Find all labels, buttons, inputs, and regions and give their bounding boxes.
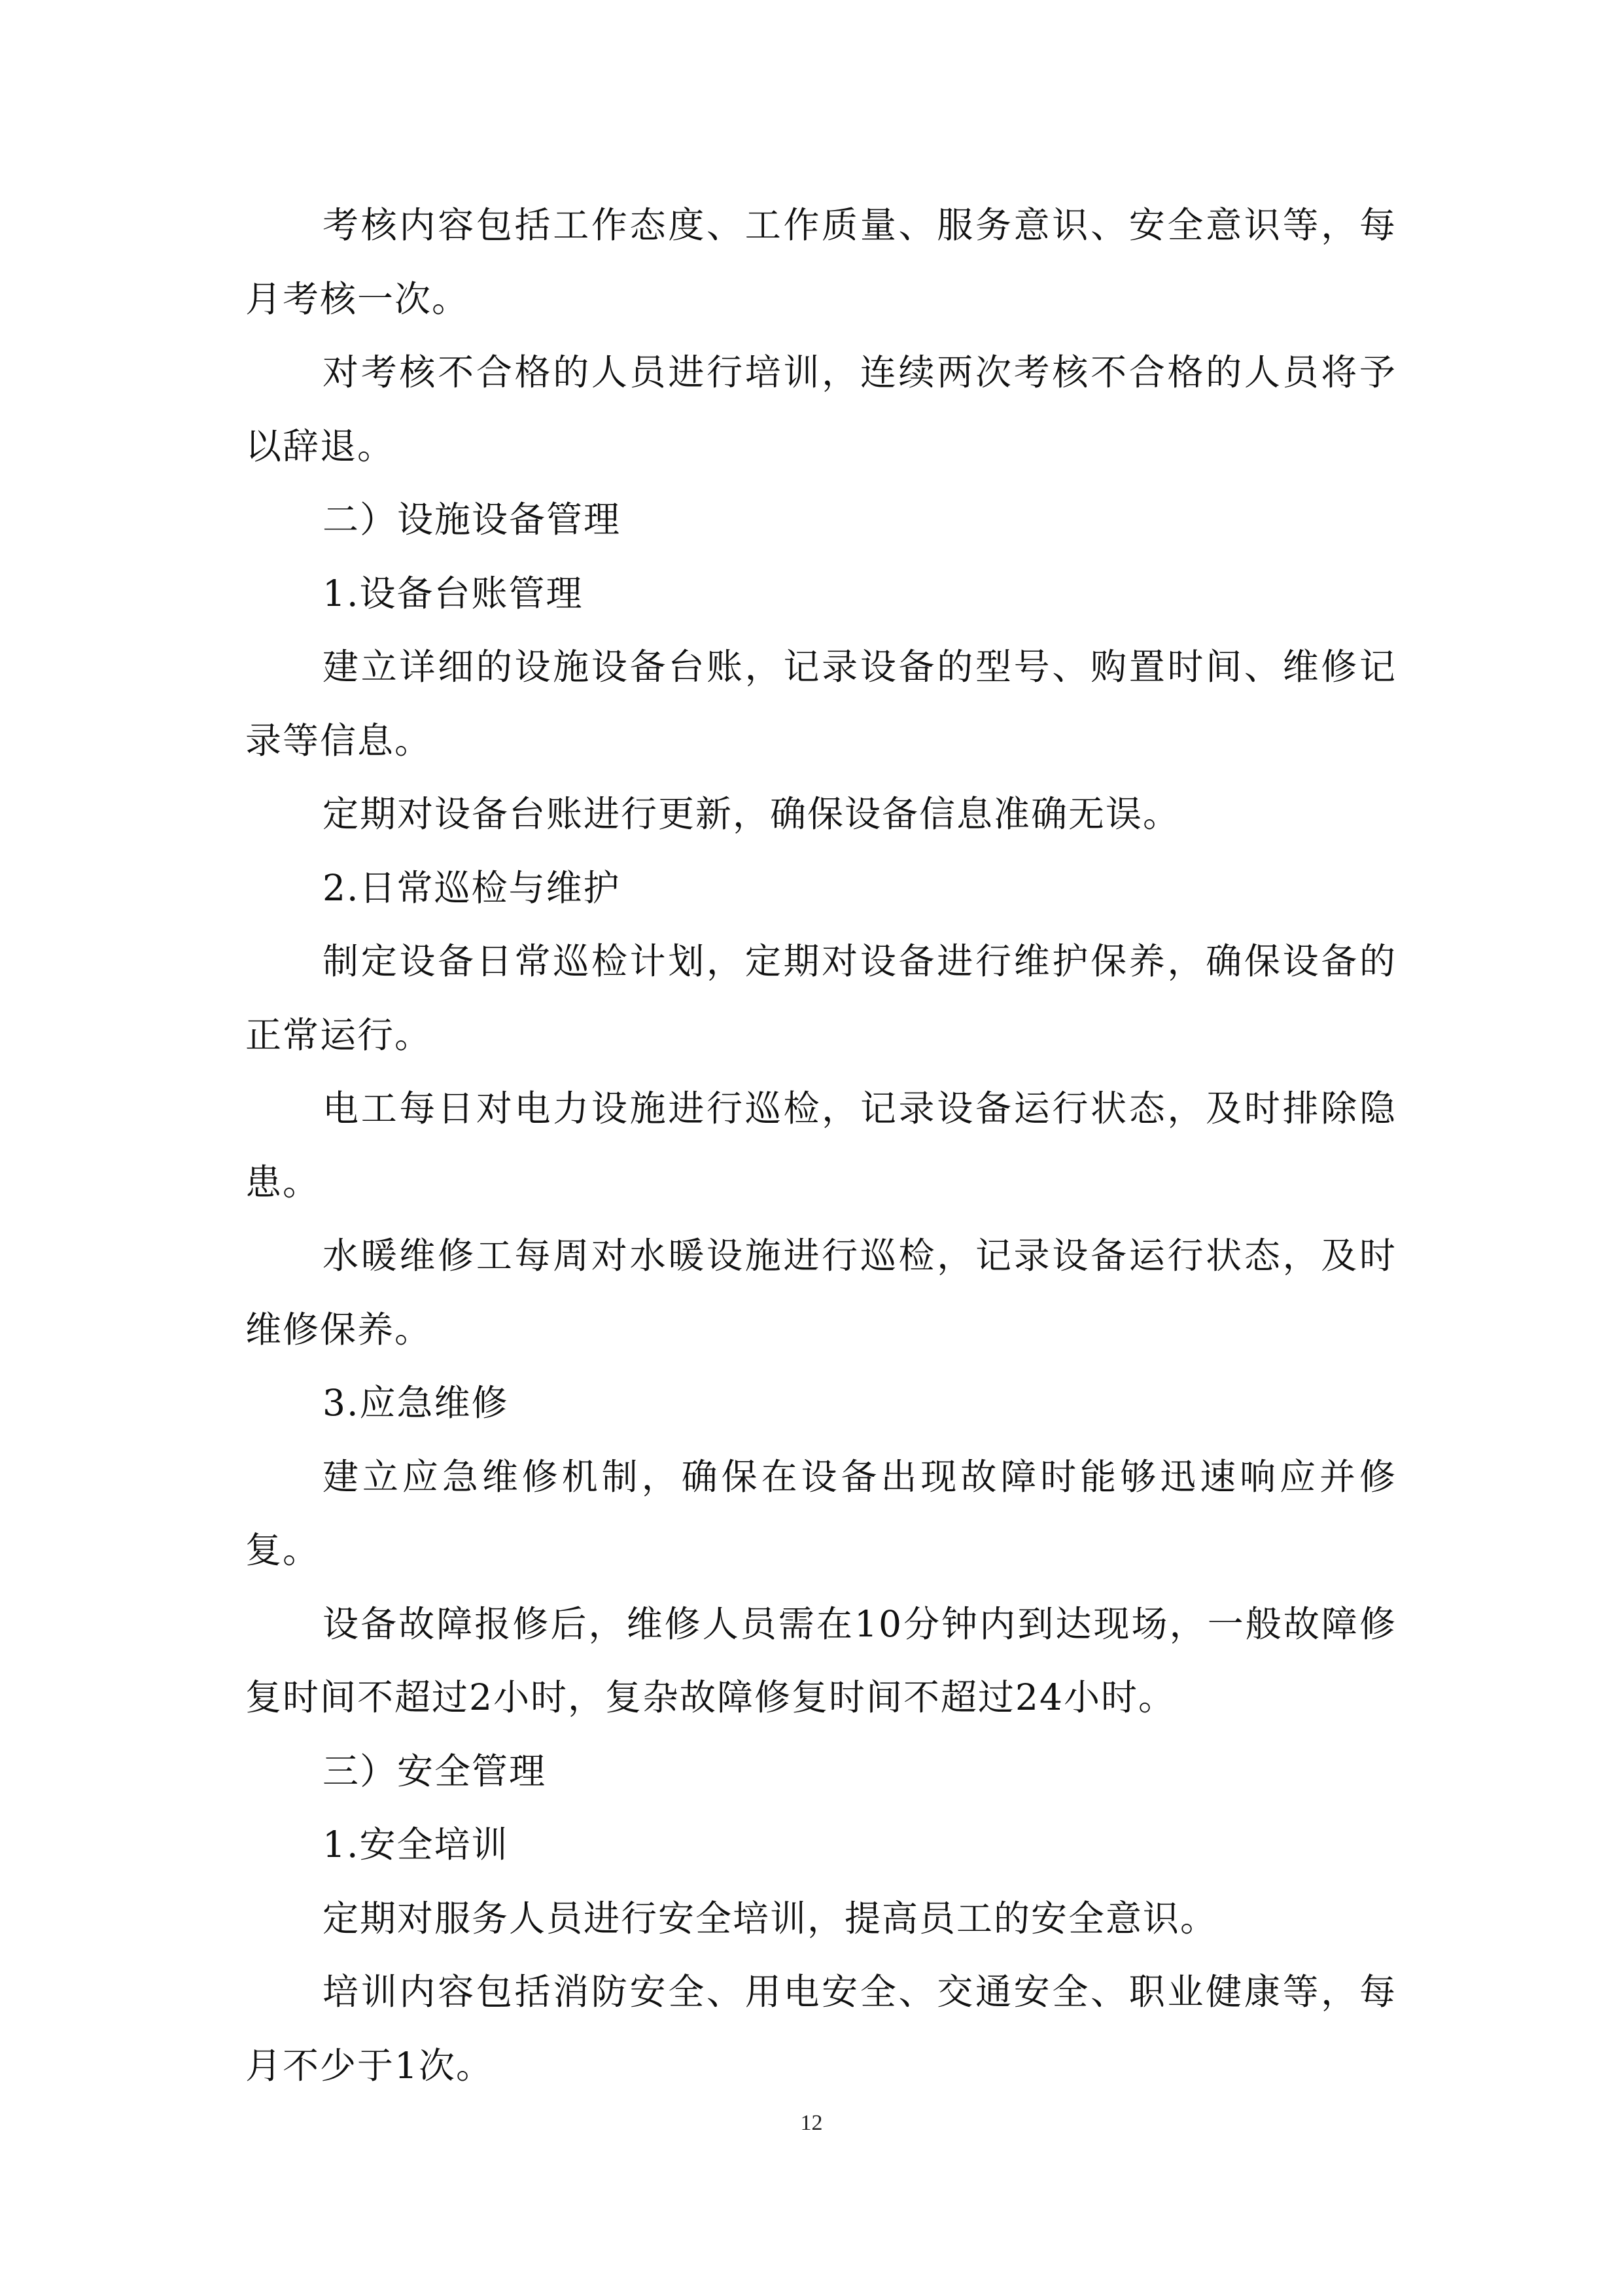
paragraph-assessment-failure: 对考核不合格的人员进行培训，连续两次考核不合格的人员将予以辞退。 — [245, 351, 1397, 467]
section-heading-safety-management: 三）安全管理 — [323, 1750, 547, 1792]
subheading-safety-training: 1.安全培训 — [323, 1824, 509, 1865]
paragraph-training-content: 培训内容包括消防安全、用电安全、交通安全、职业健康等，每月不少于1次。 — [245, 1971, 1397, 2087]
paragraph-emergency-mechanism: 建立应急维修机制，确保在设备出现故障时能够迅速响应并修复。 — [245, 1455, 1397, 1571]
paragraph-assessment-content: 考核内容包括工作态度、工作质量、服务意识、安全意识等，每月考核一次。 — [245, 204, 1397, 320]
subheading-daily-inspection: 2.日常巡检与维护 — [323, 866, 621, 909]
paragraph-plumber-inspection: 水暖维修工每周对水暖设施进行巡检，记录设备运行状态，及时维修保养。 — [245, 1235, 1397, 1351]
paragraph-electrician-inspection: 电工每日对电力设施进行巡检，记录设备运行状态，及时排除隐患。 — [245, 1087, 1397, 1203]
paragraph-ledger-update: 定期对设备台账进行更新，确保设备信息准确无误。 — [323, 793, 1181, 835]
paragraph-training-regular: 定期对服务人员进行安全培训，提高员工的安全意识。 — [323, 1897, 1218, 1939]
section-heading-facility-management: 二）设施设备管理 — [323, 499, 621, 540]
page-number: 12 — [800, 2111, 823, 2135]
subheading-emergency-repair: 3.应急维修 — [323, 1382, 509, 1424]
subheading-equipment-ledger: 1.设备台账管理 — [323, 572, 584, 614]
paragraph-inspection-plan: 制定设备日常巡检计划，定期对设备进行维护保养，确保设备的正常运行。 — [245, 940, 1397, 1056]
paragraph-repair-response-time: 设备故障报修后，维修人员需在10分钟内到达现场，一般故障修复时间不超过2小时，复杂故障修复时间不超过24小时。 — [245, 1602, 1397, 1718]
document-body — [245, 188, 1397, 2102]
paragraph-ledger-establish: 建立详细的设施设备台账，记录设备的型号、购置时间、维修记录等信息。 — [245, 646, 1397, 762]
